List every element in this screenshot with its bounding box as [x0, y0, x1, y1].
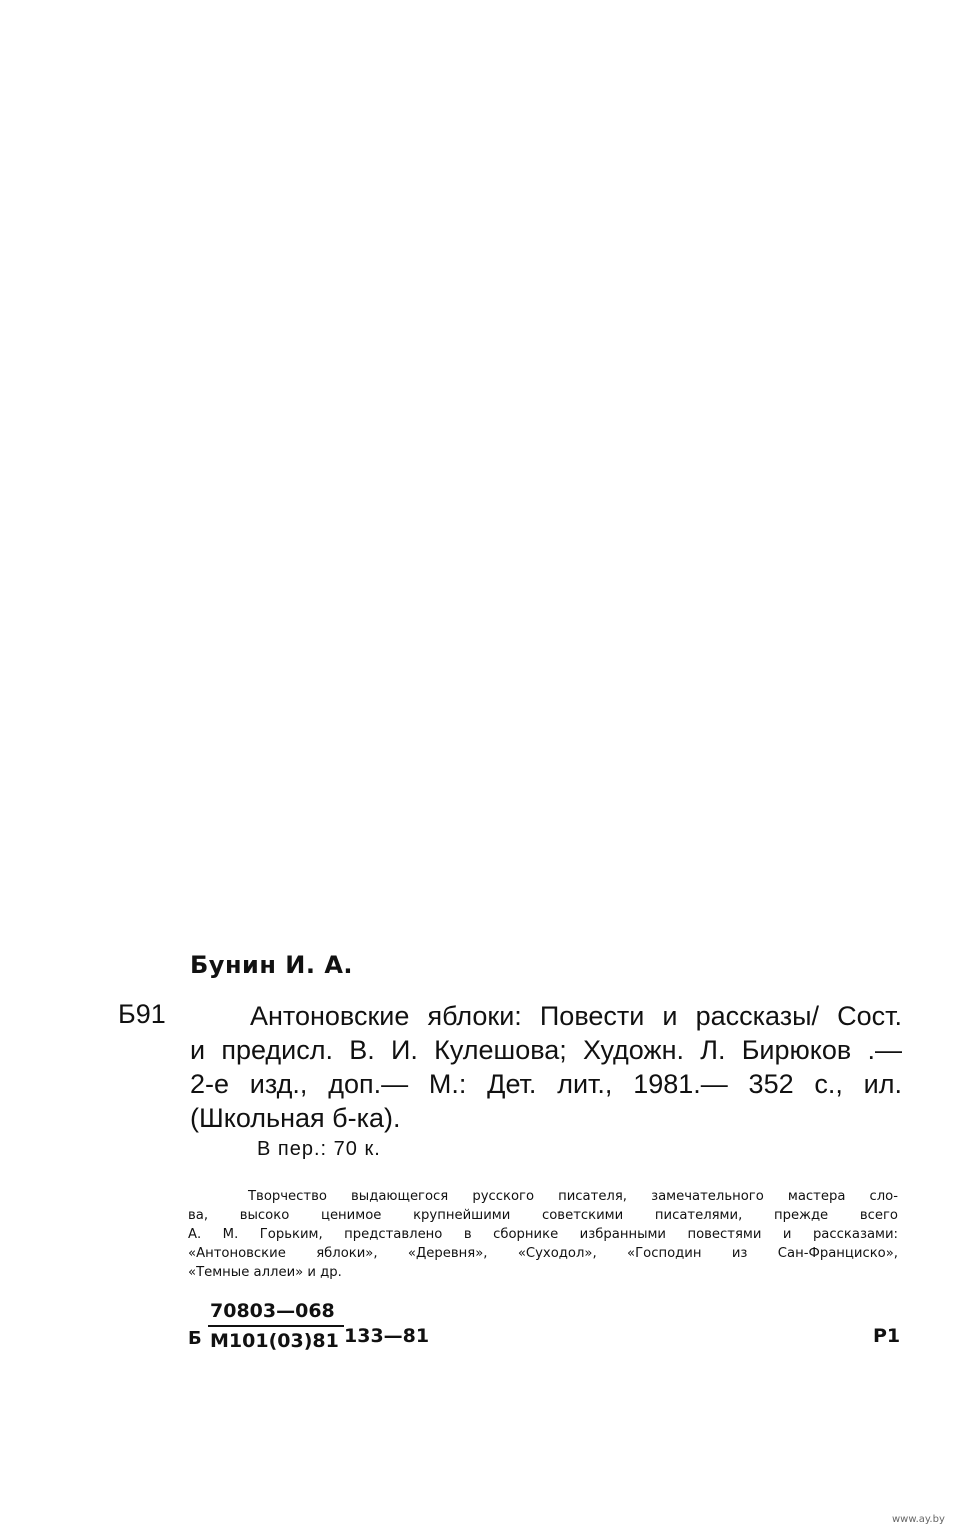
- annotation-line: ва, высоко ценимое крупнейшими советскими писателями, прежде всего: [188, 1208, 898, 1223]
- classification-code: Р1: [873, 1325, 901, 1347]
- annotation-line: А. М. Горьким, представлено в сборнике избранными повестями и рассказами:: [188, 1227, 898, 1242]
- index-denominator: М101(03)81: [210, 1330, 339, 1352]
- annotation: [188, 1187, 898, 1282]
- index-suffix: 133—81: [344, 1325, 430, 1347]
- bib-line: (Школьная б-ка).: [190, 1103, 401, 1133]
- call-number: Б91: [118, 999, 166, 1029]
- index-letter: Б: [188, 1328, 202, 1349]
- bib-line: Антоновские яблоки: Повести и рассказы/ Сост.: [250, 1001, 902, 1031]
- annotation-line: Творчество выдающегося русского писателя, замечательного мастера сло-: [248, 1189, 898, 1204]
- bibliographic-description: [190, 999, 902, 1135]
- annotation-line: «Темные аллеи» и др.: [188, 1265, 342, 1280]
- annotation-line: «Антоновские яблоки», «Деревня», «Суходол», «Господин из Сан-Франциско»,: [188, 1246, 898, 1261]
- index-numerator: 70803—068: [210, 1300, 335, 1322]
- author-name: Бунин И. А.: [190, 951, 354, 979]
- bib-line: и предисл. В. И. Кулешова; Художн. Л. Бирюков .—: [190, 1035, 902, 1065]
- index-fraction-bar: [208, 1325, 344, 1327]
- price: В пер.: 70 к.: [257, 1138, 381, 1160]
- bib-line: 2-е изд., доп.— М.: Дет. лит., 1981.— 352 с., ил.: [190, 1069, 902, 1099]
- watermark: www.ay.by: [892, 1514, 945, 1525]
